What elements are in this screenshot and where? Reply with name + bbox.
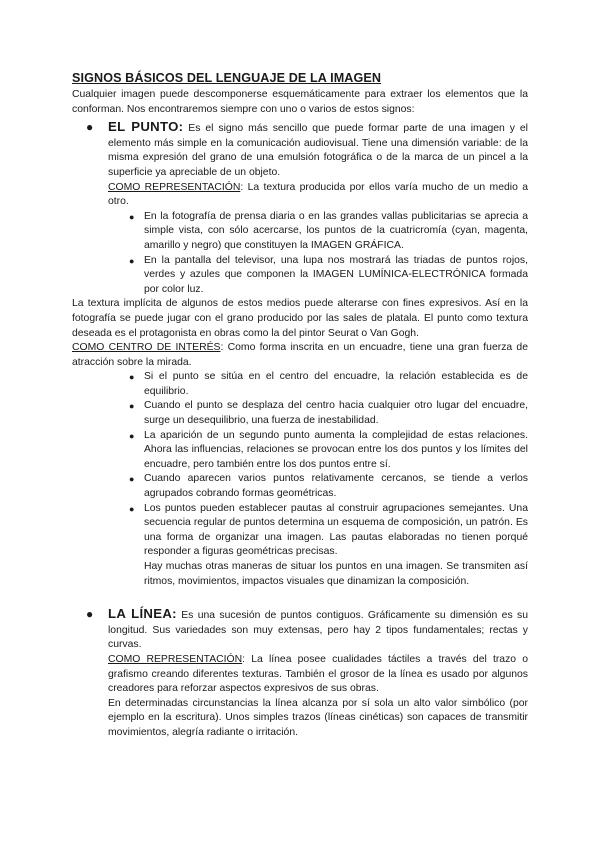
bullet-icon: ● bbox=[129, 474, 135, 485]
list-item: ● Si el punto se sitúa en el centro del encuadre, la relación establecida es de equilibrio. bbox=[129, 371, 528, 397]
list-item: ● En la fotografía de prensa diaria o en las grandes vallas publicitarias se aprecia a simple vista, con sólo acercarse, los puntos de la cuatricromía (cyan, magenta, amarillo y negro) que constituyen la IMAGEN GRÁFICA. bbox=[129, 210, 528, 251]
bullet-icon: ● bbox=[129, 430, 135, 441]
bullet-icon: ● bbox=[129, 211, 135, 222]
list-item: ● Cuando el punto se desplaza del centro hacia cualquier otro lugar del encuadre, surge un desequilibrio, una fuerza de inestabilidad. bbox=[129, 400, 528, 427]
linea-closing: En determinadas circunstancias la línea alcanza por sí sola un alto valor simbólico (por ejemplo en la escritura). Unos simples trazos (líneas cinéticas) son capaces de transmitir movimientos, alegría radiante o irritación. bbox=[108, 697, 528, 738]
punto-center-label: COMO CENTRO DE INTERÉS bbox=[72, 342, 221, 354]
intro-paragraph: Cualquier imagen puede descomponerse esquemáticamente para extraer los elementos que la conforman. Nos encontraremos siempre con uno o varios de estos signos: bbox=[72, 89, 528, 115]
punto-rep-text: : La textura producida por ellos varía mucho de un medio a otro. bbox=[108, 181, 528, 208]
linea-rep-label: COMO REPRESENTACIÓN bbox=[108, 653, 243, 665]
punto-texture-paragraph: La textura implícita de algunos de estos medios puede alterarse con fines expresivos. Así en la fotografía se puede jugar con el grano producido por las sales de platala. El punto como textura deseada es el protagonista en obras como la del pintor Seurat o Van Gogh. bbox=[72, 298, 528, 339]
bullet-icon: ● bbox=[129, 503, 135, 514]
bullet-icon: ● bbox=[129, 401, 135, 412]
list-item: ● Cuando aparecen varios puntos relativamente cercanos, se tiende a verlos agrupados cobrando formas geométricas. bbox=[129, 473, 528, 500]
linea-heading: LA LÍNEA: bbox=[108, 606, 177, 622]
linea-intro bbox=[108, 607, 528, 653]
linea-description: Es una sucesión de puntos contiguos. Gráficamente su dimensión es su longitud. Sus variedades son muy extensas, pero hay 2 tipos fundamentales; rectas y curvas. bbox=[108, 610, 528, 651]
list-item: ● Los puntos pueden establecer pautas al construir agrupaciones semejantes. Una secuencia regular de puntos determina un esquema de composición, un patrón. Es una forma de organizar una imagen. Las pautas elaboradas no tienen porqué responder a figuras geométricas precisas. Hay muchas otras maneras de situar los puntos en una imagen. Se transmiten así ritmos, movimientos, impactos visuales que dinamizan la composición. bbox=[108, 502, 528, 590]
punto-heading: EL PUNTO: bbox=[108, 119, 184, 135]
punto-description: Es el signo más sencillo que puede formar parte de una imagen y el elemento más simple en la comunicación audiovisual. Tiene una dimensión variable: de la misma expresión del grano de una emulsión fotográfica o de la marca de un pincel a la superficie ya apreciable de un objeto. bbox=[108, 123, 528, 178]
punto-representation bbox=[108, 181, 528, 210]
bullet-icon: ● bbox=[129, 372, 135, 383]
punto-intro bbox=[108, 120, 528, 180]
section-linea bbox=[72, 607, 528, 740]
bullet-icon: ● bbox=[86, 120, 94, 135]
linea-rep-text: : La línea posee cualidades táctiles a través del trazo o grafismo creando diferentes texturas. También el grosor de la línea es usado por algunos creadores para reforzar aspectos expresivos de sus obras. bbox=[108, 653, 529, 695]
punto-center-closing: Hay muchas otras maneras de situar los puntos en una imagen. Se transmiten así ritmos, movimientos, impactos visuales que dinamizan la composición. bbox=[144, 561, 528, 587]
list-item: ● En la pantalla del televisor, una lupa nos mostrará las triadas de puntos rojos, verdes y azules que componen la IMAGEN LUMÍNICA-ELECTRÓNICA formada por color luz. bbox=[129, 254, 528, 295]
section-spacer bbox=[108, 589, 528, 607]
section-punto bbox=[72, 120, 528, 607]
punto-rep-label: COMO REPRESENTACIÓN bbox=[108, 181, 241, 193]
page-title: SIGNOS BÁSICOS DEL LENGUAJE DE LA IMAGEN bbox=[72, 71, 382, 85]
punto-center-of-interest bbox=[72, 341, 528, 370]
punto-rep-list bbox=[108, 210, 528, 298]
punto-center-list bbox=[108, 370, 528, 589]
punto-center-text: : Como forma inscrita en un encuadre, tiene una gran fuerza de atracción sobre la mirada. bbox=[72, 342, 528, 368]
bullet-icon: ● bbox=[129, 255, 135, 266]
linea-representation bbox=[108, 653, 528, 697]
signs-list bbox=[72, 120, 528, 740]
bullet-icon: ● bbox=[86, 607, 94, 622]
list-item: ● La aparición de un segundo punto aumenta la complejidad de estas relaciones. Ahora las influencias, relaciones se provocan entre los dos puntos y los límites del encuadre, pero también entre los dos puntos entre sí. bbox=[129, 429, 528, 470]
